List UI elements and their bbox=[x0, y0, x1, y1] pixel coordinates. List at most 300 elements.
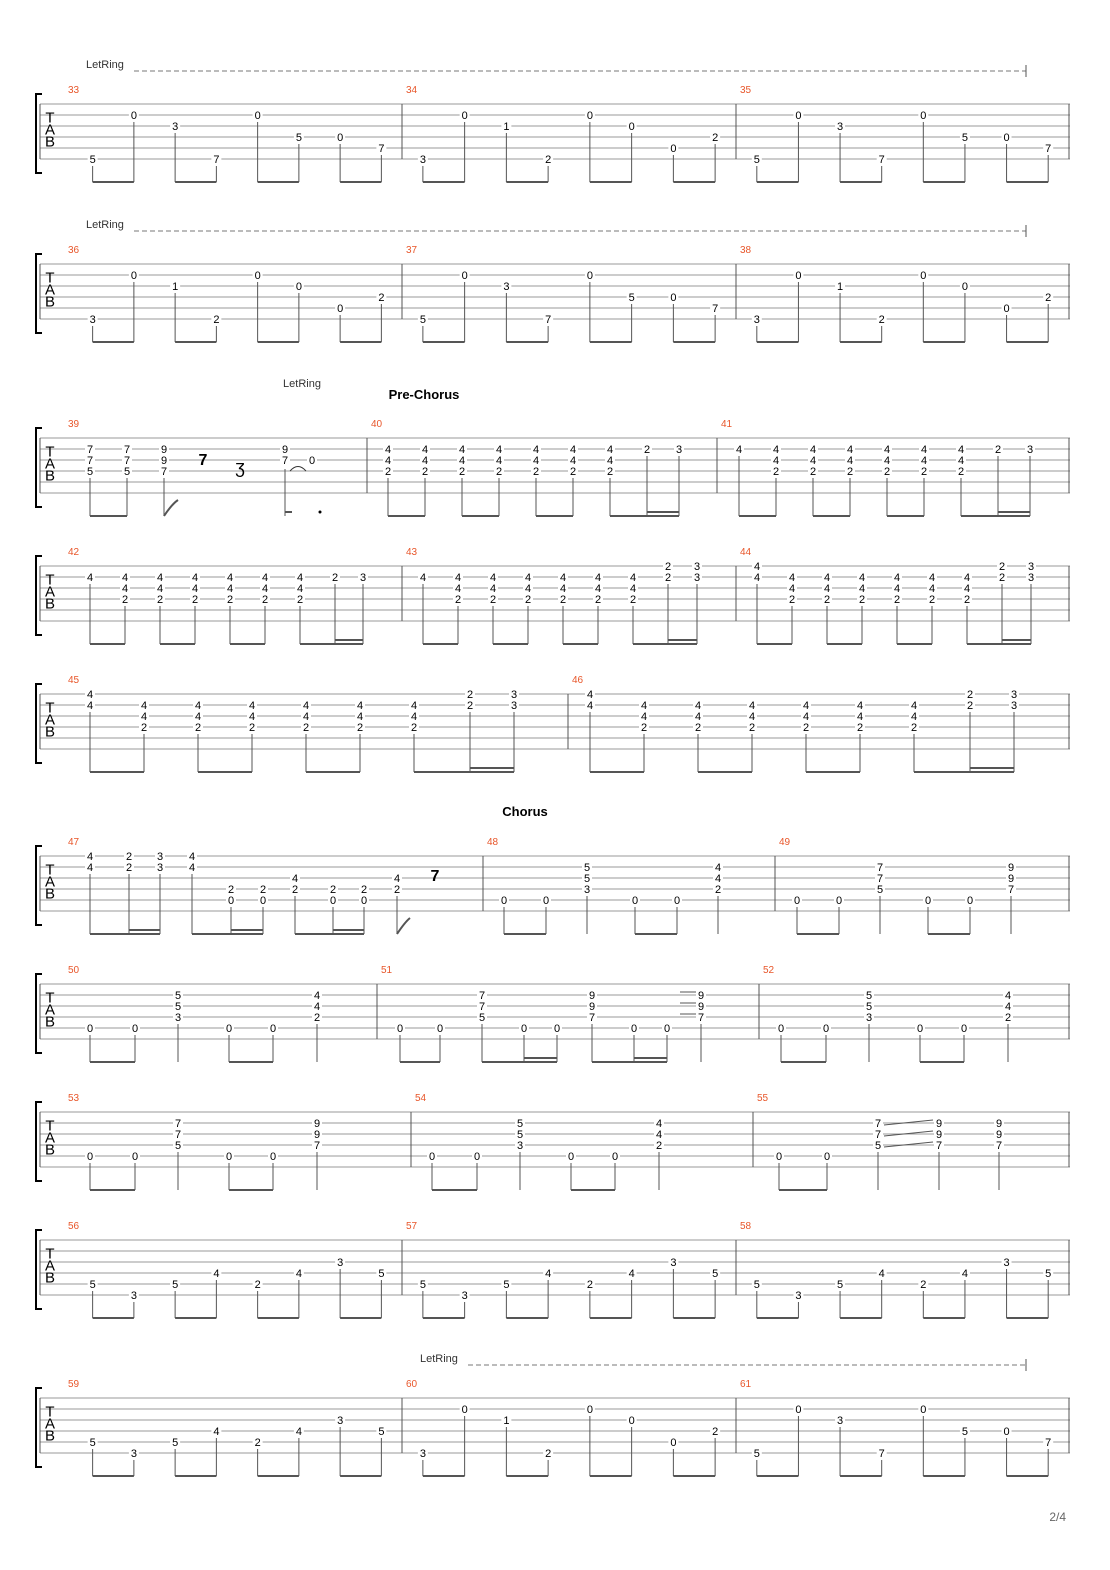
fret-number: 2 bbox=[606, 466, 614, 478]
tab-clef-letter: T bbox=[45, 571, 55, 589]
fret-number: 2 bbox=[524, 594, 532, 606]
fret-number: 4 bbox=[748, 700, 756, 712]
fret-number: 2 bbox=[569, 466, 577, 478]
tab-system-3 bbox=[36, 428, 1070, 516]
fret-number: 2 bbox=[559, 594, 567, 606]
fret-number: 4 bbox=[714, 873, 722, 885]
fret-number: 2 bbox=[545, 154, 552, 166]
fret-number: 2 bbox=[994, 444, 1002, 456]
measure-number: 35 bbox=[740, 85, 752, 96]
fret-number: 4 bbox=[957, 444, 965, 456]
fret-number: 0 bbox=[436, 1023, 444, 1035]
fret-number: 5 bbox=[86, 466, 94, 478]
fret-number: 4 bbox=[772, 455, 780, 467]
fret-number: 4 bbox=[121, 572, 129, 584]
fret-number: 4 bbox=[963, 583, 971, 595]
tab-system-2 bbox=[36, 225, 1070, 342]
fret-number: 5 bbox=[172, 1279, 179, 1291]
fret-number: 4 bbox=[559, 572, 567, 584]
system-bracket bbox=[36, 428, 42, 507]
fret-number: 2 bbox=[957, 466, 965, 478]
tab-clef-letter: A bbox=[44, 455, 56, 473]
tab-clef-letter: T bbox=[45, 989, 55, 1007]
fret-number: 2 bbox=[920, 466, 928, 478]
measure-number: 37 bbox=[406, 245, 418, 256]
fret-number: 4 bbox=[421, 455, 429, 467]
fret-number: 4 bbox=[454, 583, 462, 595]
fret-number: 4 bbox=[188, 862, 196, 874]
fret-number: 9 bbox=[1007, 873, 1015, 885]
fret-number: 4 bbox=[858, 583, 866, 595]
tab-clef-letter: B bbox=[44, 467, 56, 485]
fret-number: 4 bbox=[594, 572, 602, 584]
fret-number: 5 bbox=[628, 292, 635, 304]
fret-number: 5 bbox=[753, 1448, 760, 1460]
fret-number: 9 bbox=[313, 1129, 321, 1141]
section-title-chorus: Chorus bbox=[502, 804, 548, 819]
measure-number: 49 bbox=[779, 837, 791, 848]
fret-number: 4 bbox=[928, 572, 936, 584]
fret-number: 9 bbox=[313, 1118, 321, 1130]
fret-number: 7 bbox=[1045, 143, 1052, 155]
let-ring-label: LetRing bbox=[86, 219, 124, 231]
fret-number: 2 bbox=[712, 1426, 719, 1438]
fret-number: 9 bbox=[588, 1001, 596, 1013]
fret-number: 0 bbox=[428, 1151, 436, 1163]
fret-number: 0 bbox=[130, 270, 137, 282]
fret-number: 0 bbox=[795, 1404, 802, 1416]
fret-number: 4 bbox=[302, 700, 310, 712]
fret-number: 0 bbox=[295, 281, 302, 293]
fret-number: 5 bbox=[837, 1279, 844, 1291]
fret-number: 7 bbox=[478, 1001, 486, 1013]
fret-number: 2 bbox=[378, 292, 385, 304]
fret-number: 2 bbox=[714, 884, 722, 896]
eighth-rest: 7 bbox=[430, 868, 440, 885]
fret-number: 5 bbox=[712, 1268, 719, 1280]
measure-number: 33 bbox=[68, 85, 80, 96]
fret-number: 4 bbox=[559, 583, 567, 595]
fret-number: 0 bbox=[611, 1151, 619, 1163]
fret-number: 3 bbox=[89, 314, 96, 326]
fret-number: 2 bbox=[331, 572, 339, 584]
fret-number: 3 bbox=[837, 121, 844, 133]
fret-number: 5 bbox=[378, 1268, 385, 1280]
fret-number: 2 bbox=[963, 594, 971, 606]
fret-number: 0 bbox=[628, 121, 635, 133]
fret-number: 4 bbox=[86, 572, 94, 584]
fret-number: 4 bbox=[421, 444, 429, 456]
fret-number: 3 bbox=[1027, 561, 1035, 573]
fret-number: 4 bbox=[495, 444, 503, 456]
fret-number: 4 bbox=[495, 455, 503, 467]
fret-number: 0 bbox=[254, 270, 261, 282]
fret-number: 4 bbox=[629, 572, 637, 584]
fret-number: 9 bbox=[935, 1129, 943, 1141]
fret-number: 7 bbox=[378, 143, 385, 155]
fret-number: 4 bbox=[356, 700, 364, 712]
fret-number: 2 bbox=[140, 722, 148, 734]
fret-number: 2 bbox=[664, 561, 672, 573]
fret-number: 4 bbox=[858, 572, 866, 584]
fret-number: 0 bbox=[920, 110, 927, 122]
fret-number: 2 bbox=[1045, 292, 1052, 304]
fret-number: 4 bbox=[629, 583, 637, 595]
fret-number: 4 bbox=[957, 455, 965, 467]
fret-number: 4 bbox=[893, 572, 901, 584]
tab-clef-letter: T bbox=[45, 699, 55, 717]
tab-clef-letter: A bbox=[44, 281, 56, 299]
fret-number: 5 bbox=[503, 1279, 510, 1291]
fret-number: 5 bbox=[961, 1426, 968, 1438]
fret-number: 2 bbox=[694, 722, 702, 734]
fret-number: 4 bbox=[1004, 1001, 1012, 1013]
fret-number: 0 bbox=[966, 895, 974, 907]
fret-number: 0 bbox=[553, 1023, 561, 1035]
fret-number: 0 bbox=[961, 281, 968, 293]
measure-number: 41 bbox=[721, 419, 733, 430]
system-bracket bbox=[36, 974, 42, 1053]
fret-number: 4 bbox=[458, 444, 466, 456]
tab-clef-letter: T bbox=[45, 269, 55, 287]
tab-clef-letter: A bbox=[44, 121, 56, 139]
fret-number: 2 bbox=[998, 561, 1006, 573]
fret-number: 4 bbox=[226, 572, 234, 584]
fret-number: 4 bbox=[788, 583, 796, 595]
tab-clef-letter: A bbox=[44, 711, 56, 729]
fret-number: 9 bbox=[588, 990, 596, 1002]
fret-number: 9 bbox=[160, 444, 168, 456]
tab-clef-letter: B bbox=[44, 293, 56, 311]
fret-number: 2 bbox=[910, 722, 918, 734]
fret-number: 4 bbox=[188, 851, 196, 863]
fret-number: 4 bbox=[532, 455, 540, 467]
fret-number: 0 bbox=[360, 895, 368, 907]
fret-number: 4 bbox=[313, 990, 321, 1002]
fret-number: 4 bbox=[809, 455, 817, 467]
system-bracket bbox=[36, 684, 42, 763]
fret-number: 2 bbox=[712, 132, 719, 144]
fret-number: 0 bbox=[822, 1023, 830, 1035]
fret-number: 3 bbox=[156, 851, 164, 863]
tab-clef-letter: B bbox=[44, 1013, 56, 1031]
measure-number: 46 bbox=[572, 675, 584, 686]
fret-number: 4 bbox=[356, 711, 364, 723]
fret-number: 4 bbox=[295, 1426, 302, 1438]
fret-number: 0 bbox=[916, 1023, 924, 1035]
fret-number: 4 bbox=[524, 583, 532, 595]
fret-number: 4 bbox=[694, 700, 702, 712]
fret-number: 2 bbox=[858, 594, 866, 606]
fret-number: 2 bbox=[788, 594, 796, 606]
fret-number: 2 bbox=[213, 314, 220, 326]
eighth-rest: 7 bbox=[198, 452, 208, 469]
fret-number: 7 bbox=[588, 1012, 596, 1024]
fret-number: 4 bbox=[856, 711, 864, 723]
fret-number: 2 bbox=[421, 466, 429, 478]
fret-number: 4 bbox=[655, 1129, 663, 1141]
fret-number: 3 bbox=[503, 281, 510, 293]
fret-number: 0 bbox=[269, 1023, 277, 1035]
fret-number: 4 bbox=[594, 583, 602, 595]
fret-number: 4 bbox=[296, 572, 304, 584]
fret-number: 3 bbox=[865, 1012, 873, 1024]
fret-number: 7 bbox=[878, 1448, 885, 1460]
fret-number: 3 bbox=[510, 700, 518, 712]
fret-number: 0 bbox=[396, 1023, 404, 1035]
fret-number: 7 bbox=[313, 1140, 321, 1152]
fret-number: 4 bbox=[156, 583, 164, 595]
fret-number: 7 bbox=[876, 873, 884, 885]
measure-number: 40 bbox=[371, 419, 383, 430]
fret-number: 4 bbox=[454, 572, 462, 584]
fret-number: 0 bbox=[269, 1151, 277, 1163]
fret-number: 5 bbox=[89, 1437, 96, 1449]
fret-number: 0 bbox=[835, 895, 843, 907]
fret-number: 2 bbox=[772, 466, 780, 478]
fret-number: 2 bbox=[586, 1279, 593, 1291]
fret-number: 5 bbox=[174, 1140, 182, 1152]
fret-number: 9 bbox=[281, 444, 289, 456]
fret-number: 4 bbox=[920, 455, 928, 467]
fret-number: 2 bbox=[629, 594, 637, 606]
fret-number: 3 bbox=[419, 1448, 426, 1460]
tab-clef-letter: B bbox=[44, 1427, 56, 1445]
fret-number: 2 bbox=[846, 466, 854, 478]
measure-number: 54 bbox=[415, 1093, 427, 1104]
fret-number: 5 bbox=[753, 154, 760, 166]
fret-number: 5 bbox=[123, 466, 131, 478]
fret-number: 0 bbox=[795, 270, 802, 282]
fret-number: 4 bbox=[191, 572, 199, 584]
fret-number: 2 bbox=[194, 722, 202, 734]
fret-number: 4 bbox=[313, 1001, 321, 1013]
fret-number: 3 bbox=[359, 572, 367, 584]
tab-clef-letter: B bbox=[44, 723, 56, 741]
measure-number: 56 bbox=[68, 1221, 80, 1232]
fret-number: 2 bbox=[125, 862, 133, 874]
fret-number: 4 bbox=[569, 444, 577, 456]
fret-number: 2 bbox=[254, 1437, 261, 1449]
fret-number: 2 bbox=[655, 1140, 663, 1152]
fret-number: 3 bbox=[693, 561, 701, 573]
fret-number: 4 bbox=[248, 700, 256, 712]
fret-number: 4 bbox=[748, 711, 756, 723]
measure-number: 51 bbox=[381, 965, 393, 976]
fret-number: 3 bbox=[419, 154, 426, 166]
fret-number: 4 bbox=[296, 583, 304, 595]
measure-number: 50 bbox=[68, 965, 80, 976]
fret-number: 3 bbox=[795, 1290, 802, 1302]
fret-number: 0 bbox=[586, 270, 593, 282]
eighth-flag bbox=[397, 918, 410, 934]
fret-number: 4 bbox=[883, 444, 891, 456]
fret-number: 2 bbox=[856, 722, 864, 734]
fret-number: 4 bbox=[194, 700, 202, 712]
measure-number: 53 bbox=[68, 1093, 80, 1104]
tie-arc bbox=[290, 467, 306, 472]
fret-number: 2 bbox=[809, 466, 817, 478]
fret-number: 5 bbox=[89, 1279, 96, 1291]
system-bracket bbox=[36, 846, 42, 925]
fret-number: 7 bbox=[874, 1118, 882, 1130]
fret-number: 2 bbox=[393, 884, 401, 896]
fret-number: 7 bbox=[878, 154, 885, 166]
fret-number: 5 bbox=[516, 1129, 524, 1141]
tab-clef-letter: A bbox=[44, 1257, 56, 1275]
fret-number: 4 bbox=[1004, 990, 1012, 1002]
fret-number: 4 bbox=[628, 1268, 635, 1280]
fret-number: 0 bbox=[461, 270, 468, 282]
fret-number: 5 bbox=[516, 1118, 524, 1130]
fret-number: 5 bbox=[583, 862, 591, 874]
fret-number: 0 bbox=[227, 895, 235, 907]
fret-number: 7 bbox=[213, 154, 220, 166]
fret-number: 3 bbox=[174, 1012, 182, 1024]
fret-number: 2 bbox=[878, 314, 885, 326]
fret-number: 1 bbox=[503, 121, 510, 133]
fret-number: 1 bbox=[172, 281, 179, 293]
fret-number: 4 bbox=[846, 455, 854, 467]
fret-number: 4 bbox=[655, 1118, 663, 1130]
fret-number: 2 bbox=[998, 572, 1006, 584]
fret-number: 9 bbox=[995, 1118, 1003, 1130]
fret-number: 2 bbox=[545, 1448, 552, 1460]
fret-number: 9 bbox=[1007, 862, 1015, 874]
fret-number: 0 bbox=[86, 1151, 94, 1163]
fret-number: 4 bbox=[410, 700, 418, 712]
system-bracket bbox=[36, 254, 42, 333]
fret-number: 4 bbox=[714, 862, 722, 874]
fret-number: 4 bbox=[788, 572, 796, 584]
tab-system-7 bbox=[36, 974, 1070, 1062]
fret-number: 0 bbox=[254, 110, 261, 122]
fret-number: 4 bbox=[893, 583, 901, 595]
measure-number: 47 bbox=[68, 837, 80, 848]
measure-number: 57 bbox=[406, 1221, 418, 1232]
fret-number: 4 bbox=[753, 561, 761, 573]
fret-number: 4 bbox=[809, 444, 817, 456]
fret-number: 0 bbox=[259, 895, 267, 907]
fret-number: 0 bbox=[670, 143, 677, 155]
fret-number: 3 bbox=[172, 121, 179, 133]
fret-number: 7 bbox=[874, 1129, 882, 1141]
fret-number: 2 bbox=[495, 466, 503, 478]
fret-number: 7 bbox=[1045, 1437, 1052, 1449]
fret-number: 4 bbox=[735, 444, 743, 456]
measure-number: 44 bbox=[740, 547, 752, 558]
fret-number: 7 bbox=[697, 1012, 705, 1024]
fret-number: 4 bbox=[140, 700, 148, 712]
fret-number: 2 bbox=[532, 466, 540, 478]
fret-number: 2 bbox=[466, 689, 474, 701]
fret-number: 7 bbox=[995, 1140, 1003, 1152]
tab-clef-letter: T bbox=[45, 1245, 55, 1263]
fret-number: 7 bbox=[545, 314, 552, 326]
fret-number: 2 bbox=[410, 722, 418, 734]
fret-number: 2 bbox=[296, 594, 304, 606]
fret-number: 3 bbox=[510, 689, 518, 701]
fret-number: 0 bbox=[630, 1023, 638, 1035]
fret-number: 2 bbox=[261, 594, 269, 606]
fret-number: 2 bbox=[928, 594, 936, 606]
dot bbox=[319, 511, 322, 514]
fret-number: 4 bbox=[419, 572, 427, 584]
fret-number: 4 bbox=[384, 444, 392, 456]
fret-number: 2 bbox=[254, 1279, 261, 1291]
fret-number: 5 bbox=[172, 1437, 179, 1449]
tab-clef-letter: B bbox=[44, 885, 56, 903]
fret-number: 0 bbox=[673, 895, 681, 907]
fret-number: 7 bbox=[174, 1129, 182, 1141]
fret-number: 2 bbox=[227, 884, 235, 896]
fret-number: 0 bbox=[130, 110, 137, 122]
fret-number: 4 bbox=[569, 455, 577, 467]
fret-number: 3 bbox=[1003, 1257, 1010, 1269]
fret-number: 3 bbox=[461, 1290, 468, 1302]
fret-number: 3 bbox=[516, 1140, 524, 1152]
fret-number: 2 bbox=[356, 722, 364, 734]
fret-number: 7 bbox=[123, 444, 131, 456]
fret-number: 4 bbox=[920, 444, 928, 456]
fret-number: 5 bbox=[874, 1140, 882, 1152]
fret-number: 2 bbox=[594, 594, 602, 606]
fret-number: 2 bbox=[920, 1279, 927, 1291]
fret-number: 4 bbox=[291, 873, 299, 885]
fret-number: 7 bbox=[86, 444, 94, 456]
fret-number: 3 bbox=[337, 1257, 344, 1269]
fret-number: 2 bbox=[191, 594, 199, 606]
tab-clef-letter: T bbox=[45, 861, 55, 879]
let-ring-label: LetRing bbox=[420, 1353, 458, 1365]
fret-number: 3 bbox=[670, 1257, 677, 1269]
fret-number: 4 bbox=[213, 1268, 220, 1280]
system-bracket bbox=[36, 1102, 42, 1181]
fret-number: 0 bbox=[337, 303, 344, 315]
tab-clef-letter: B bbox=[44, 1269, 56, 1287]
fret-number: 3 bbox=[156, 862, 164, 874]
let-ring-label: LetRing bbox=[86, 59, 124, 71]
section-title-prechorus: Pre-Chorus bbox=[388, 387, 460, 402]
fret-number: 4 bbox=[261, 583, 269, 595]
fret-number: 2 bbox=[966, 700, 974, 712]
measure-number: 42 bbox=[68, 547, 80, 558]
fret-number: 5 bbox=[174, 1001, 182, 1013]
fret-number: 3 bbox=[1027, 572, 1035, 584]
fret-number: 3 bbox=[337, 1415, 344, 1427]
system-bracket bbox=[36, 556, 42, 635]
fret-number: 0 bbox=[795, 110, 802, 122]
fret-number: 0 bbox=[500, 895, 508, 907]
fret-number: 4 bbox=[384, 455, 392, 467]
fret-number: 4 bbox=[640, 711, 648, 723]
fret-number: 0 bbox=[520, 1023, 528, 1035]
fret-number: 2 bbox=[259, 884, 267, 896]
fret-number: 2 bbox=[156, 594, 164, 606]
tab-clef-letter: B bbox=[44, 133, 56, 151]
fret-number: 4 bbox=[226, 583, 234, 595]
fret-number: 4 bbox=[586, 700, 594, 712]
fret-number: 2 bbox=[1004, 1012, 1012, 1024]
measure-number: 59 bbox=[68, 1379, 80, 1390]
fret-number: 4 bbox=[640, 700, 648, 712]
tab-system-8 bbox=[36, 1102, 1070, 1190]
fret-number: 4 bbox=[910, 700, 918, 712]
let-ring-label: LetRing bbox=[283, 378, 321, 390]
fret-number: 5 bbox=[478, 1012, 486, 1024]
fret-number: 0 bbox=[337, 132, 344, 144]
fret-number: 1 bbox=[837, 281, 844, 293]
